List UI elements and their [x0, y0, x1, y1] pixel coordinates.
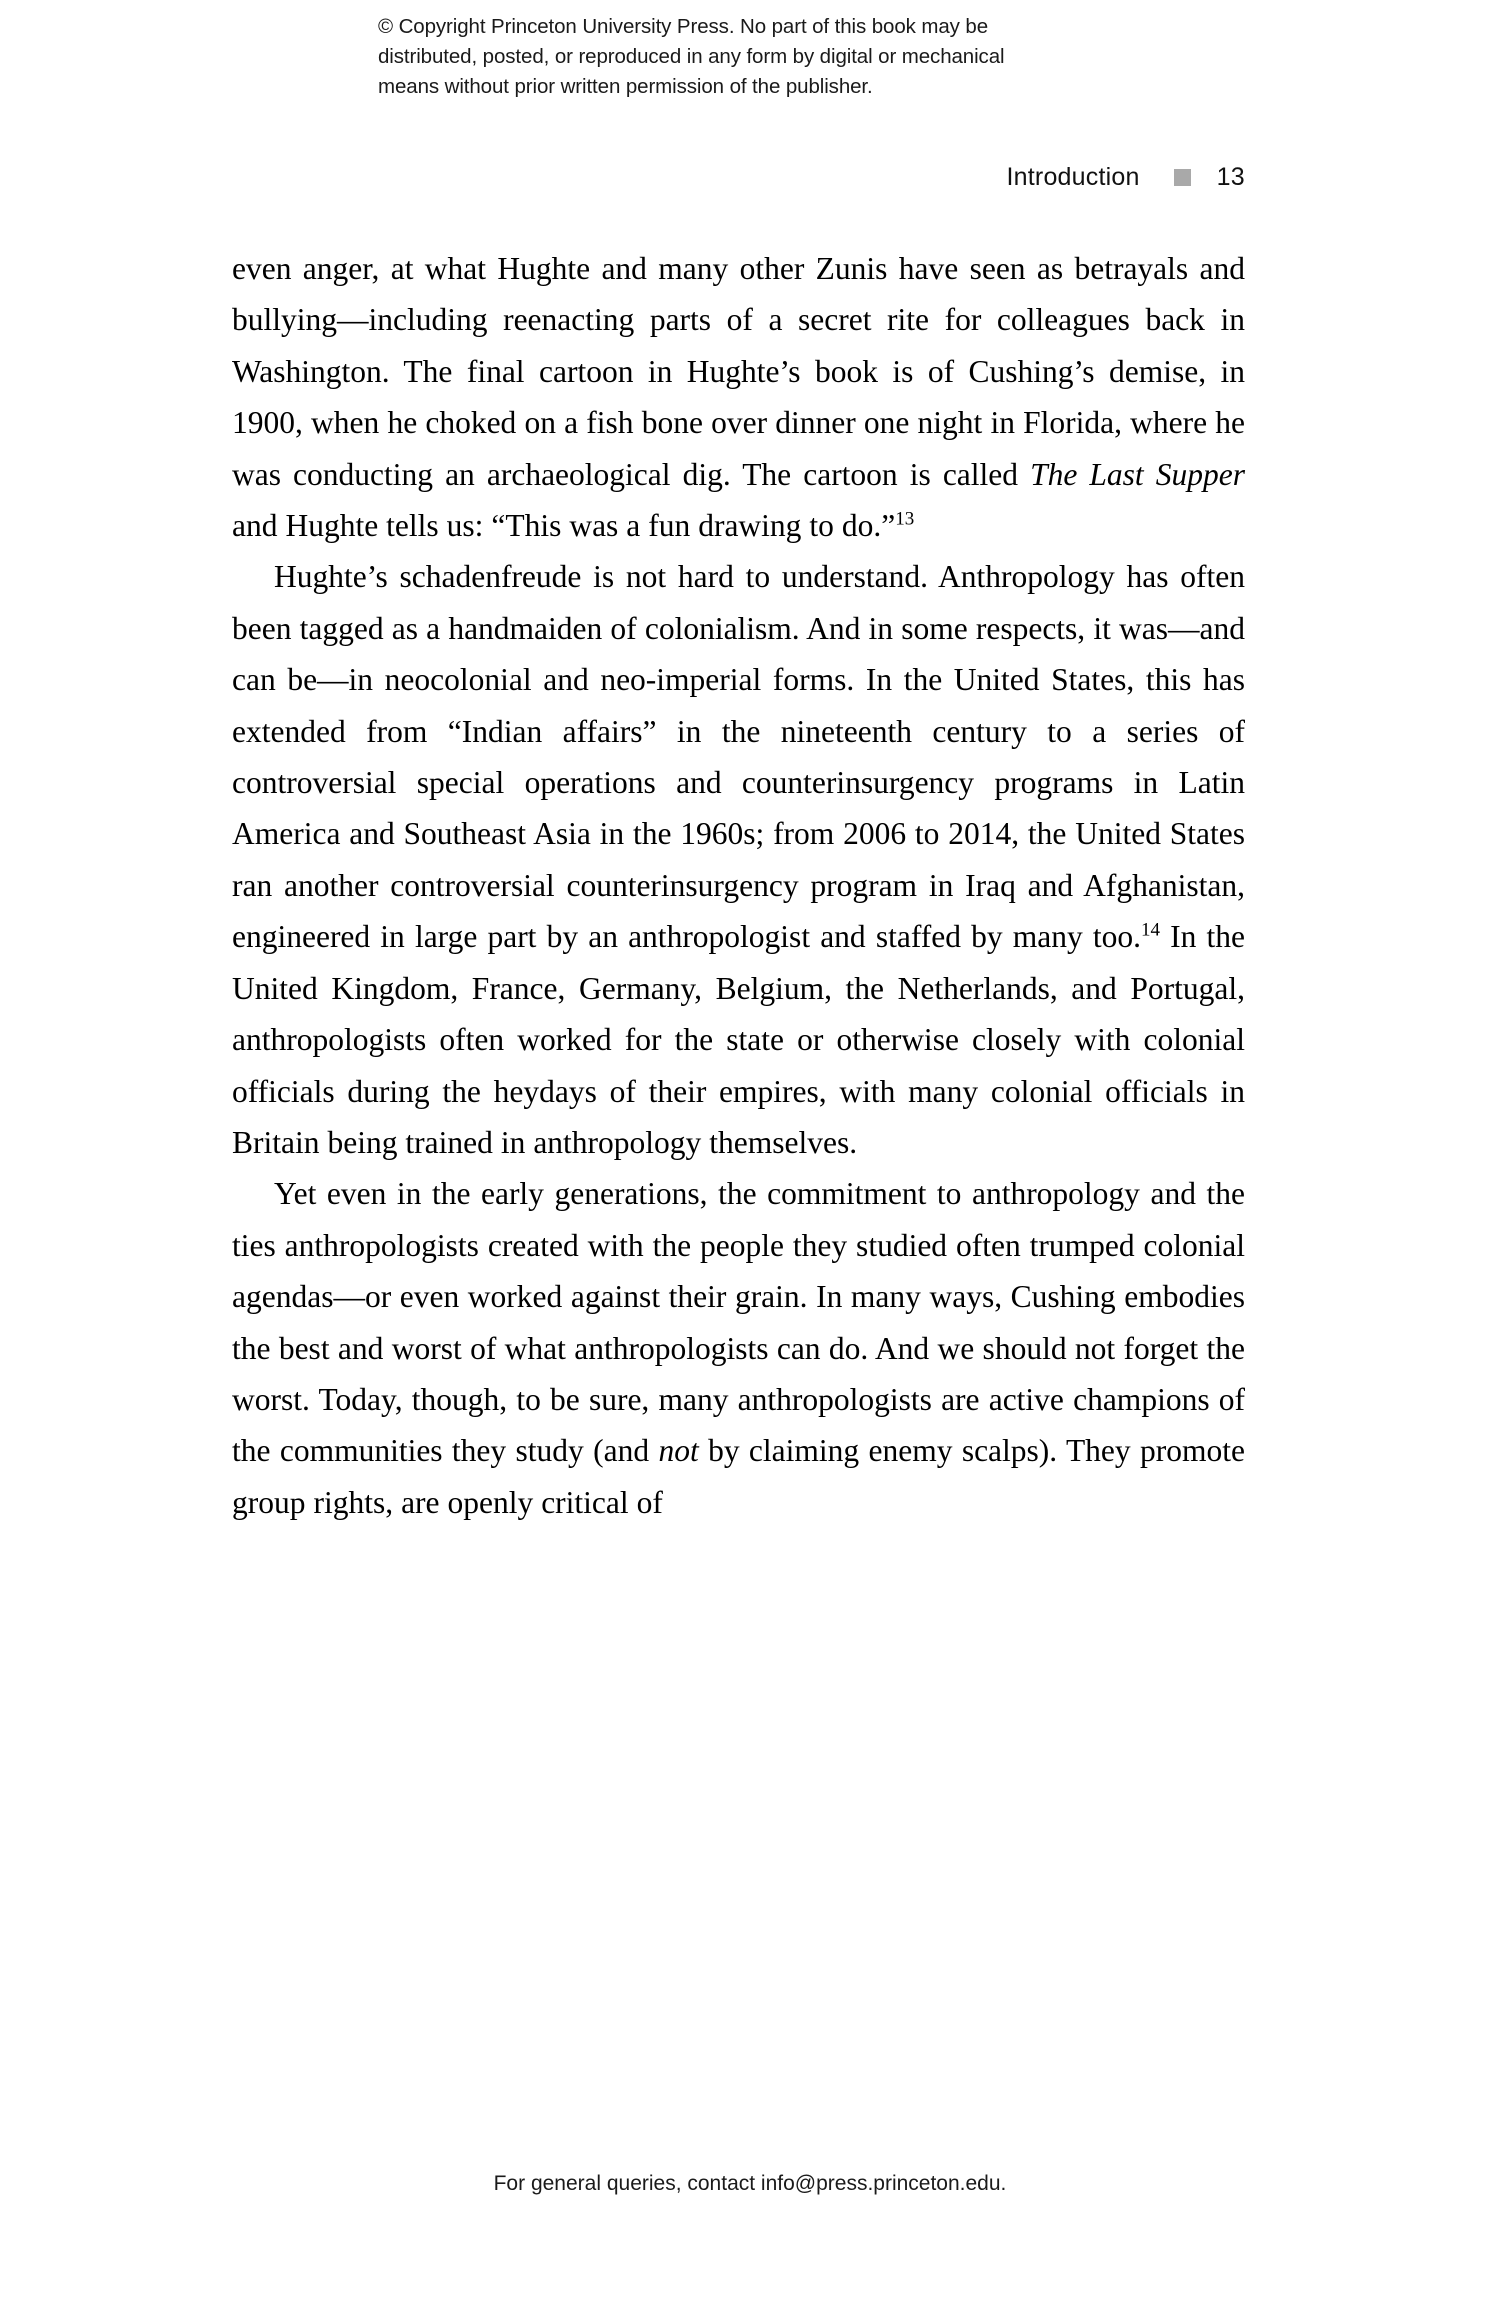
- footnote-reference[interactable]: 13: [895, 508, 915, 530]
- running-head-title: Introduction: [1006, 163, 1140, 191]
- running-head: [1007, 163, 1245, 192]
- body-text-column: [232, 243, 1245, 1528]
- copyright-notice: [378, 12, 1198, 102]
- text-run: Yet even in the early generations, the commitment to anthropology and the ties anthropologists created with the people they studied often trumped colonial agendas—or even worked against their grain. In many ways, Cushing embodies the best and worst of what anthropologists can do. And we should not forget the worst. Today, though, to be sure, many anthropologists are active champions of the communities they study (and: [232, 1176, 1245, 1469]
- page-footer-text: For general queries, contact info@press.princeton.edu.: [493, 2172, 1007, 2195]
- copyright-notice-line: © Copyright Princeton University Press. No part of this book may be: [378, 15, 988, 38]
- copyright-notice-line: means without prior written permission of the publisher.: [378, 75, 873, 98]
- copyright-notice-line: distributed, posted, or reproduced in any form by digital or mechanical: [378, 45, 1005, 68]
- text-run: Hughte’s schadenfreude is not hard to understand. Anthropology has often been tagged as a handmaiden of colonialism. And in some respects, it was—and can be—in neocolonial and neo-imperial forms. In the United States, this has extended from “Indian affairs” in the nineteenth century to a series of controversial special operations and counterinsurgency programs in Latin America and Southeast Asia in the 1960s; from 2006 to 2014, the United States ran another controversial counterinsurgency program in Iraq and Afghanistan, engineered in large part by an anthropologist and staffed by many too.: [232, 559, 1245, 955]
- text-run: by claiming enemy scalps). They promote group rights, are openly critical of: [232, 1433, 1245, 1520]
- paragraph-cushing-demise: [232, 243, 1245, 551]
- paragraph-handmaiden-of-colonialism: [232, 551, 1245, 1168]
- text-run: In the United Kingdom, France, Germany, Belgium, the Netherlands, and Portugal, anthropologists often worked for the state or otherwise closely with colonial officials during the heydays of their empires, with many colonial officials in Britain being trained in anthropology themselves.: [232, 919, 1245, 1160]
- square-marker-icon: [1174, 169, 1191, 186]
- text-run: and Hughte tells us: “This was a fun drawing to do.”: [232, 508, 896, 544]
- footnote-reference[interactable]: 14: [1140, 919, 1160, 941]
- text-run: even anger, at what Hughte and many other Zunis have seen as betrayals and bullying—including reenacting parts of a secret rite for colleagues back in Washington. The final cartoon in Hughte’s book is of Cushing’s demise, in 1900, when he choked on a fish bone over dinner one night in Florida, where he was conducting an archaeological dig. The cartoon is called: [232, 251, 1245, 492]
- page-footer: [0, 2172, 1500, 2196]
- italic-title: The Last Supper: [1030, 456, 1245, 492]
- page-number: 13: [1216, 163, 1245, 191]
- paragraph-commitment-to-anthropology: [232, 1168, 1245, 1528]
- italic-title: not: [658, 1433, 699, 1469]
